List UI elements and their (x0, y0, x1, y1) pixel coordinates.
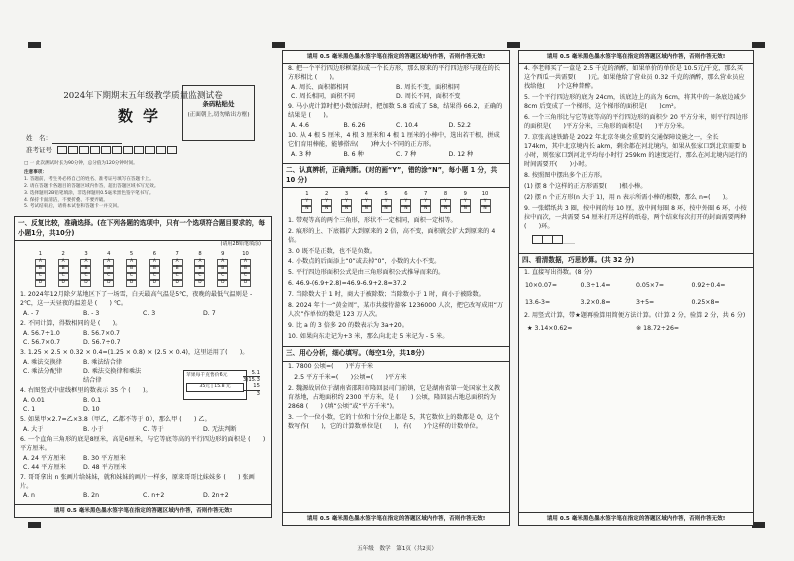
registration-mark (507, 42, 520, 48)
choice-bubble[interactable]: D (149, 280, 160, 286)
tf-number: 10 (481, 191, 489, 198)
column-calc-items (519, 325, 753, 334)
judgement-item: 7. 当除数大于 1 时，商大于被除数；当除数小于 1 时，商小于被除数。 (288, 291, 485, 299)
choice-column (35, 251, 46, 286)
choice-bubble[interactable]: D (80, 280, 91, 286)
tf-bubble[interactable]: N (361, 206, 372, 212)
fill-item: 7. 京张高速铁路是 2022 年北京冬奥会重要的交通保障设施之一，全长 174km，其中北京境内长 akm，剩余都在河北境内，如果从张家口到北京需要 b 小时，则张家口到河北平均每小时行 259km 的速度运行，那么在河北境内运行的时间需要开( )小时。 (524, 134, 748, 168)
choice-bubble[interactable]: B (194, 266, 205, 272)
choice-bubble[interactable]: C (58, 273, 69, 279)
option[interactable] (143, 464, 203, 473)
choice-bubble[interactable]: B (126, 266, 137, 272)
option[interactable]: B. 30 平方厘米 (83, 454, 126, 462)
column-2-choice-questions (283, 64, 509, 160)
tf-number: 4 (364, 191, 368, 198)
notice-bottom-1: 请用 0.5 毫米黑色墨水签字笔在指定的答题区域内作答，否则作答无效! (15, 504, 271, 517)
option[interactable] (203, 455, 263, 464)
option[interactable]: B. 周长不变，面积相同 (396, 84, 460, 92)
true-false-items (283, 216, 509, 344)
option[interactable]: A. - 7 (23, 309, 40, 317)
choice-bubble[interactable]: D (58, 280, 69, 286)
sticker-note: (正面朝上,切勿贴出方框) (187, 112, 250, 119)
choice-bubble[interactable]: A (103, 259, 114, 265)
choice-bubble[interactable]: B (58, 266, 69, 272)
choice-bubble[interactable]: A (58, 259, 69, 265)
tf-bubble[interactable]: Y (440, 199, 451, 205)
registration-mark (752, 42, 765, 48)
question-text: 10. 从 4 根 5 厘米，4 根 3 厘米和 4 根 1 厘米的小棒中，选出若干根，拼成它们育用棒能，能够搭出( )种大小不同的正方形。 (288, 132, 500, 148)
option[interactable]: A. 3 种 (291, 150, 312, 158)
calc-item: 13.6-3= (525, 299, 551, 307)
tf-bubble[interactable]: N (400, 206, 411, 212)
option-row (283, 122, 509, 131)
option[interactable]: D. 12 种 (448, 150, 474, 158)
column-3-fill-questions (519, 64, 753, 233)
tape-diagram (183, 370, 247, 400)
calc-intro: 1. 直接写出得数。(8 分) (524, 269, 593, 277)
question-text: 4. 右图竖式中虚线框里的数表示 35 个 ( )。 (20, 386, 152, 394)
square-figure: …… (519, 233, 753, 250)
registration-mark (28, 42, 41, 48)
tape-label: 苹果每千克售价6元 (186, 373, 228, 378)
tf-column (420, 191, 431, 213)
option[interactable]: D. 52.2 (448, 122, 471, 130)
notes-title: 注意事项： (24, 169, 47, 175)
option-row (15, 339, 271, 348)
choice-bubble[interactable]: B (149, 266, 160, 272)
choice-bubble[interactable]: C (217, 273, 228, 279)
calc-item: ★ 3.14×0.62≈ (527, 325, 573, 333)
fill-item: 5. 一个平行四边形的底为 24cm，该底边上的高为 6cm，将其中的一条底边减少 8cm 后变成了一个梯形，这个梯形的面积是( )cm²。 (524, 94, 746, 111)
name-field[interactable] (52, 136, 122, 144)
judgement-item: 6. 46.9-(6.9+2.8)=46.9-6.9+2.8=37.2 (288, 280, 407, 288)
choice-bubble[interactable]: D (126, 280, 137, 286)
option-row (15, 426, 271, 435)
option[interactable]: C. 44 平方厘米 (23, 463, 66, 471)
option[interactable] (203, 406, 263, 415)
choice-column (240, 251, 251, 286)
tape-bar: 35元 | 15.8 元 (186, 383, 244, 392)
option[interactable]: B. - 3 (83, 309, 100, 317)
judgement-item: 10. 如果向东走记为+3 米，那么向北走 5 米记为 - 5 米。 (288, 333, 449, 341)
option[interactable] (143, 330, 203, 339)
choice-bubble[interactable]: A (80, 259, 91, 265)
tf-bubble[interactable]: Y (420, 199, 431, 205)
choice-bubble[interactable]: C (240, 273, 251, 279)
notice-bottom-2: 请用 0.5 毫米黑色墨水签字笔在指定的答题区域内作答，否则作答无效! (283, 512, 509, 525)
note-item: 4. 保持卡面清洁，不要折叠、不要弄破。 (24, 197, 108, 203)
question-text: 7. 哥哥拿出 n 张画片给妹妹，就和妹妹的画片一样多，原来哥哥比妹妹多 ( ) 张画片。 (20, 473, 255, 490)
tf-number: 6 (404, 191, 408, 198)
tf-number: 1 (305, 191, 309, 198)
tf-number: 9 (463, 191, 467, 198)
option[interactable]: A. 56.7÷1.0 (23, 329, 60, 337)
exam-subject: 数学 (117, 107, 168, 126)
choice-number: 7 (175, 251, 179, 258)
registration-mark (28, 522, 41, 528)
calc-item: 3+5= (636, 299, 655, 307)
choice-number: 9 (221, 251, 225, 258)
option[interactable]: C. n+2 (143, 492, 165, 500)
option[interactable] (203, 339, 263, 348)
question-text: 2. 不同计算，得数相同的是 ( )。 (20, 319, 122, 327)
choice-bubble[interactable]: D (194, 280, 205, 286)
choice-bubble[interactable]: A (194, 259, 205, 265)
option[interactable]: A. 周长、面积都相同 (291, 84, 349, 92)
choice-column (149, 251, 160, 286)
id-boxes[interactable] (26, 146, 274, 155)
choice-answer-grid[interactable] (15, 248, 271, 289)
question-text: 5. 如果甲×2.7=乙×3.8（甲乙，乙都不等于 0），那么甲 ( ) 乙。 (20, 415, 211, 423)
tf-bubble[interactable]: Y (400, 199, 411, 205)
option[interactable]: C. 周长相同，面积不同 (291, 93, 355, 101)
fill-item: 8. 按照图中摆出多个正方形。 (524, 171, 607, 179)
option[interactable] (143, 359, 203, 368)
option-row (15, 406, 271, 415)
question-text: 8. 把一个平行四边形框架拉成一个长方形，那么原来的平行四边形与现在的长方形相比 ( )。 (288, 65, 501, 82)
choice-number: 4 (107, 251, 111, 258)
calc-item: 0.25×8= (691, 299, 720, 307)
choice-bubble[interactable]: D (172, 280, 183, 286)
choice-number: 6 (152, 251, 157, 258)
fill-item: 6. 一个三角形比与它等底等高的平行四边形的面积少 20 平方分米，则平行四边形的面积是( )平方分米，三角形的面积是( )平方分米。 (524, 114, 748, 131)
choice-column (103, 251, 114, 286)
choice-bubble[interactable]: A (172, 259, 183, 265)
option[interactable]: B. 2n (83, 492, 100, 500)
exam-time-note: □ 一 此次测试时长为90分钟，总分值为120分钟时间。 (24, 161, 138, 167)
option[interactable]: A. 24 平方厘米 (23, 454, 66, 462)
option-row (15, 310, 271, 319)
choice-bubble[interactable]: C (194, 273, 205, 279)
calc-intro-2: 2. 用竖式计算，带★题再验算用简便方法计算。(计算 2 分，验算 2 分，共 6 分) (524, 312, 746, 320)
option[interactable]: C. 等于 (143, 425, 164, 433)
judgement-item: 9. 比 a 的 3 倍多 20 的数表示为 3a+20。 (288, 322, 408, 330)
choice-column (58, 251, 69, 286)
choice-number: 5 (129, 251, 134, 258)
choice-bubble[interactable]: D (240, 280, 251, 286)
option[interactable]: D. 10 (83, 405, 100, 413)
calc-item: 0.05×7= (636, 282, 665, 290)
choice-bubble[interactable]: B (240, 266, 251, 272)
option-row (15, 464, 271, 473)
option[interactable]: B. 6.26 (343, 122, 366, 130)
fill-item: 2.5 平方千米=( )公顷=( )平方米 (288, 373, 407, 381)
option[interactable]: C. 7 种 (396, 150, 417, 158)
option[interactable] (203, 359, 263, 368)
mental-calc-grid (519, 279, 753, 311)
choice-bubble[interactable]: A (217, 259, 228, 265)
fill-item: 3. 一个一位小数，它的十位和十分位上都是 5，其它数位上的数都是 0，这个数写作( )，它的计算数单位是( )，有( )个这样的计数单位。 (288, 413, 500, 430)
long-division: 5.1 3)15.3 15 3 (243, 370, 260, 397)
note-item: 3. 选择题用2B铅笔填涂，非选择题用0.5毫米黑色签字笔书写。 (24, 190, 154, 196)
choice-number: 8 (198, 251, 202, 258)
true-false-answer-grid[interactable] (283, 188, 509, 216)
judgement-item: 4. 小数点的后面添上“0”或去掉“0”，小数的大小不变。 (288, 258, 441, 266)
choice-bubble[interactable]: B (80, 266, 91, 272)
tf-bubble[interactable]: Y (321, 199, 332, 205)
fill-item: (2) 摆 n 个正方形(n 大于 1)，用 n 表示所需小棒的根数，那么 n=( )。 (524, 193, 732, 201)
option[interactable]: C. 10.4 (396, 122, 419, 130)
tf-number: 2 (325, 191, 329, 198)
barcode-sticker-area (182, 85, 255, 141)
choice-number: 10 (242, 251, 249, 258)
choice-column (194, 251, 205, 286)
question-text: 1. 2024年12月除夕某地区下了一场雪，白天最高气温是5℃，夜晚的最低气温则是 - 2℃，这一天昼夜的温差是 ( ) ℃。 (20, 290, 253, 307)
option[interactable] (143, 406, 203, 415)
option[interactable]: B. 0.1 (83, 396, 102, 404)
option[interactable]: A. 乘法交换律 (23, 358, 62, 366)
tf-bubble[interactable]: N (460, 206, 471, 212)
judgement-item: 5. 平行四边形面积公式是由三角形面积公式推导而来的。 (288, 269, 445, 277)
tf-column (400, 191, 411, 213)
choice-bubble[interactable]: A (35, 259, 46, 265)
option-row (15, 492, 271, 501)
section-3-heading: 三、用心分析，细心填写。（每空1分，共18分） (283, 346, 509, 362)
tf-column (361, 191, 372, 213)
option[interactable]: D. 乘法交换律和乘法结合律 (83, 367, 142, 384)
option[interactable]: C. 3 (143, 309, 156, 317)
tf-bubble[interactable]: Y (361, 199, 372, 205)
question-text: 6. 一个直角三角形的底是8厘米，高是6厘米，与它等底等高的平行四边形的面积是 ( ) 平方厘米。 (20, 435, 266, 452)
choice-column (126, 251, 137, 286)
choice-number: 3 (84, 251, 88, 258)
option[interactable]: D. 无法判断 (203, 425, 237, 433)
option[interactable]: C. 56.7×0.7 (23, 338, 61, 346)
name-label: 姓 名： (26, 134, 52, 143)
option-row (15, 359, 271, 368)
section-2-heading: 二、认真辨析，正确判断。(对的画“Y”，错的涂“N”，每小题 1 分，共10 分) (283, 163, 509, 188)
choice-number: 1 (38, 251, 43, 258)
choice-bubble[interactable]: D (35, 280, 46, 286)
option[interactable]: D. 48 平方厘米 (83, 463, 127, 471)
judgement-item: 1. 带观等高的两个三角形，形状不一定相同，面积一定相等。 (288, 216, 457, 224)
choice-column (217, 251, 228, 286)
column-3-panel (518, 50, 754, 526)
tf-number: 8 (443, 191, 448, 198)
option[interactable] (203, 464, 263, 473)
tf-bubble[interactable]: Y (480, 199, 491, 205)
tf-bubble[interactable]: N (301, 206, 312, 212)
tf-bubble[interactable]: Y (301, 199, 312, 205)
option[interactable]: D. 7 (203, 309, 216, 317)
choice-bubble[interactable]: B (217, 266, 228, 272)
sticker-title: 条码粘贴处 (202, 100, 235, 108)
fill-item: 2. 魏源故居位于湖南省邵阳市隆回县司门前镇，它是湖南省第一处国家主义教育基地，占地面积约 2300 平方米，是 ( ) 公顷，隆回县占地总面积约为 2868 ( ) (填“公顷”或“平方千米”)。 (288, 384, 501, 410)
page-footer: 五年级 数学 第1页（共2页） (357, 545, 437, 552)
choice-bubble[interactable]: A (240, 259, 251, 265)
option[interactable]: A. 大于 (23, 425, 44, 433)
notice-bottom-3: 请用 0.5 毫米黑色墨水签字笔在指定的答题区域内作答，否则作答无效! (519, 512, 753, 525)
calc-item: 0.92÷0.4= (691, 282, 726, 290)
choice-bubble[interactable]: C (172, 273, 183, 279)
fill-item: 1. 7800 公顷=( )平方千米 (288, 362, 374, 370)
choice-bubble[interactable]: A (126, 259, 137, 265)
tf-bubble[interactable]: N (321, 206, 332, 212)
option[interactable]: D. 2n+2 (203, 492, 229, 500)
fill-item: 9. 一张蜡纸共 3 圈，按中间的每 10 厘，放中间每圈 8 环，按中外圈 6 环，小按拉中而次，一共需要 54 厘米打开这样的纸卷，两个结束每次打开的封面需要两种( )环。 (524, 204, 747, 230)
fill-item: 4. 李老师买了一盒是 2.5 千克的酒醉，如果单价的单价是 10.5元/千克，那么买这个西瓜一共需要( )元。如果他给了营业员 0.32 千克的酒醉，那么营业员应找给他( )个这种普醉。 (524, 65, 745, 91)
choice-number: 2 (61, 251, 65, 258)
notice-top-2: 请用 0.5 毫米黑色墨水签字笔在指定的答题区域内作答，否则作答无效! (283, 51, 509, 64)
option[interactable]: D. 周长不同，面积不变 (396, 93, 461, 101)
tf-column (301, 191, 312, 213)
choice-bubble[interactable]: B (103, 266, 114, 272)
section-1-heading: 一、反复比较，准确选择。(在下列各题的选项中，只有一个选项符合题目要求的，每小题1分，共10分) (15, 217, 271, 241)
choice-bubble[interactable]: D (217, 280, 228, 286)
choice-bubble[interactable]: D (103, 280, 114, 286)
registration-mark (272, 42, 285, 48)
option[interactable]: A. n (23, 492, 35, 500)
calc-item: ※ 18.72÷26= (636, 325, 680, 333)
fill-item: (1) 摆 8 个这样的正方形需要( )根小棒。 (524, 182, 647, 190)
tf-bubble[interactable]: N (381, 206, 392, 212)
tf-bubble[interactable]: N (440, 206, 451, 212)
calc-item: 10×0.07= (525, 282, 558, 290)
notes-list (12, 177, 274, 211)
tf-bubble[interactable]: Y (460, 199, 471, 205)
option[interactable]: B. 乘法结合律 (83, 358, 123, 366)
option[interactable]: D. 56.7÷0.7 (83, 338, 121, 346)
judgement-item: 8. 2024 年十一“黄金周”，某市共接待游客 1236000 人次，把它改写成用“万人次”作单位的数是 123 万人次。 (288, 302, 504, 319)
note-item: 1. 答题前，考生务必将自己的姓名、准考证号填写在答题卡上。 (24, 176, 154, 182)
exam-title: 2024年下期期末五年级教学质量监测试卷 (63, 91, 223, 101)
option-row (15, 330, 271, 339)
notice-top-3: 请用 0.5 毫米黑色墨水签字笔在指定的答题区域内作答，否则作答无效! (519, 51, 753, 64)
tf-bubble[interactable]: N (480, 206, 491, 212)
choice-bubble[interactable]: C (126, 273, 137, 279)
option[interactable]: C. 1 (23, 405, 36, 413)
option[interactable] (143, 455, 203, 464)
tf-column (440, 191, 451, 213)
choice-bubble[interactable]: A (149, 259, 160, 265)
column-2-panel (282, 50, 510, 526)
fill-in-questions (283, 362, 509, 433)
choice-bubble[interactable]: B (35, 266, 46, 272)
choice-bubble[interactable]: B (172, 266, 183, 272)
tf-bubble[interactable]: N (420, 206, 431, 212)
option-row (283, 93, 509, 102)
choice-bubble[interactable]: C (103, 273, 114, 279)
choice-bubble[interactable]: C (80, 273, 91, 279)
judgement-item: 3. 0 既不是正数，也不是负数。 (288, 247, 377, 255)
option[interactable]: B. 56.7×0.7 (83, 329, 120, 337)
section-1-panel (14, 216, 272, 518)
choice-bubble[interactable]: C (149, 273, 160, 279)
option-row (283, 151, 509, 160)
option-row (283, 84, 509, 93)
choice-column (80, 251, 91, 286)
option[interactable]: B. 小于 (83, 425, 104, 433)
question-text: 9. 马小虎计算时把小数加法时，把加数 5.8 看成了 58，结果得 66.2，正确的结果是 ( )。 (288, 103, 503, 120)
grid-note: (请用2B铅笔填涂) (220, 241, 261, 248)
calc-item: 0.3÷1.4= (580, 282, 611, 290)
tf-bubble[interactable]: N (341, 206, 352, 212)
option[interactable]: C. 乘法分配律 (23, 367, 63, 375)
tf-column (341, 191, 352, 213)
note-item: 5. 考试结束后，请将本试卷和答题卡一并交回。 (24, 204, 122, 210)
option[interactable]: A. 4.6 (291, 122, 309, 130)
id-label: 准考证号 (26, 145, 52, 154)
tf-column (480, 191, 491, 213)
choice-column (172, 251, 183, 286)
choice-bubble[interactable]: C (35, 273, 46, 279)
judgement-item: 2. 痕形的上、下底都扩大到原来的 2 倍，高不变，面积就会扩大到原来的 4 倍。 (288, 227, 496, 244)
section-4-heading: 四、看清数据，巧思妙算。(共 32 分) (519, 253, 753, 269)
tf-column (321, 191, 332, 213)
note-item: 2. 请在答题卡各题目的答题区域内作答，超出答题区域书写无效。 (24, 183, 159, 189)
tf-column (381, 191, 392, 213)
option[interactable] (143, 339, 203, 348)
tf-number: 5 (384, 191, 388, 198)
option-row (15, 455, 271, 464)
tf-number: 7 (424, 191, 428, 198)
tf-number: 3 (344, 191, 349, 198)
option[interactable]: B. 6 种 (343, 150, 364, 158)
option[interactable] (203, 330, 263, 339)
calc-item: 3.2×0.8= (580, 299, 611, 307)
tf-bubble[interactable]: Y (341, 199, 352, 205)
tf-bubble[interactable]: Y (381, 199, 392, 205)
question-text: 3. 1.25 × 2.5 × 0.32 × 0.4=(1.25 × 0.8) × (2.5 × 0.4)，这里运用了( )。 (20, 348, 249, 356)
tf-column (460, 191, 471, 213)
option[interactable]: A. 0.01 (23, 396, 45, 404)
